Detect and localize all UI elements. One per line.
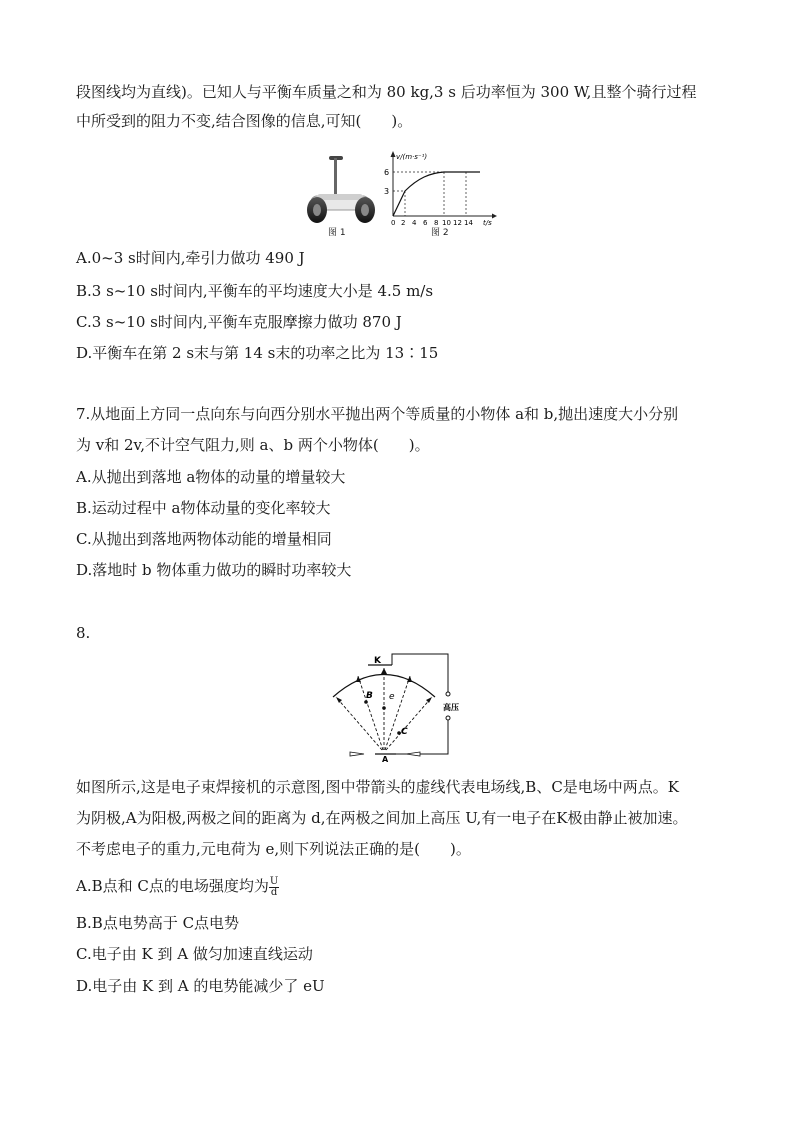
field-line-4 (385, 676, 410, 750)
graph-y-label: v/(m·s⁻¹) (396, 153, 428, 161)
arrowhead-5-icon (426, 697, 432, 703)
label-high-voltage: 高压 (443, 703, 459, 712)
y-axis-arrow-icon (391, 151, 396, 157)
q7-stem-line-2: 为 v和 2v,不计空气阻力,则 a、b 两个小物体( )。 (76, 436, 430, 454)
q6-option-c: C.3 s~10 s时间内,平衡车克服摩擦力做功 870 J (76, 313, 402, 331)
arrowhead-3-icon (381, 668, 387, 674)
figure-1-caption: 图 1 (328, 228, 346, 238)
x-tick-6: 6 (423, 219, 428, 227)
x-tick-10: 10 (442, 219, 451, 227)
x-tick-2: 2 (401, 219, 406, 227)
q8-stem-line-3: 不考虑电子的重力,元电荷为 e,则下列说法正确的是( )。 (76, 840, 471, 858)
circuit-wire-bottom (396, 720, 448, 754)
fraction-u-over-d (269, 877, 279, 898)
y-tick-6: 6 (384, 168, 390, 177)
velocity-time-graph (380, 148, 500, 228)
anode-right-wing (406, 752, 420, 756)
fraction-numerator: U (269, 875, 279, 887)
q6-intro-line-2: 中所受到的阻力不变,结合图像的信息,可知( )。 (76, 112, 413, 130)
q6-option-b: B.3 s~10 s时间内,平衡车的平均速度大小是 4.5 m/s (76, 282, 434, 300)
q8-option-d: D.电子由 K 到 A 的电势能减少了 eU (76, 977, 325, 995)
field-line-1 (336, 697, 382, 750)
label-k: K (374, 656, 381, 666)
q7-option-a: A.从抛出到落地 a物体的动量的增量较大 (76, 468, 346, 486)
x-tick-14: 14 (464, 219, 473, 227)
electron-point (382, 706, 386, 710)
q8-option-a: A.B点和 C点的电场强度均为 (76, 877, 269, 895)
label-e: e (389, 692, 395, 702)
q7-option-c: C.从抛出到落地两物体动能的增量相同 (76, 530, 332, 548)
q8-option-a-row (76, 876, 279, 898)
q6-option-d: D.平衡车在第 2 s末与第 14 s末的功率之比为 13∶15 (76, 344, 439, 362)
q8-option-b: B.B点电势高于 C点电势 (76, 914, 240, 932)
terminal-top (446, 692, 450, 696)
graph-x-label: t/s (483, 219, 492, 227)
velocity-time-graph-svg (380, 148, 500, 228)
velocity-curve (393, 172, 480, 216)
x-tick-12: 12 (453, 219, 462, 227)
x-tick-8: 8 (434, 219, 439, 227)
field-line-2 (358, 676, 383, 750)
q8-option-c: C.电子由 K 到 A 做匀加速直线运动 (76, 945, 313, 963)
q7-option-d: D.落地时 b 物体重力做功的瞬时功率较大 (76, 561, 352, 579)
electron-beam-welder-diagram (320, 650, 470, 762)
fraction-denominator: d (270, 886, 278, 898)
q8-stem-line-2: 为阴极,A为阳极,两极之间的距离为 d,在两极之间加上高压 U,有一电子在K极由静止被加速。 (76, 809, 688, 827)
anode-left-wing (350, 752, 364, 756)
x-tick-0: 0 (391, 219, 396, 227)
electron-beam-welder-svg (320, 650, 470, 762)
arrowhead-1-icon (336, 697, 342, 703)
label-c: C (401, 727, 408, 737)
q7-option-b: B.运动过程中 a物体动量的变化率较大 (76, 499, 331, 517)
label-a: A (382, 755, 389, 762)
q8-stem-line-1: 如图所示,这是电子束焊接机的示意图,图中带箭头的虚线代表电场线,B、C是电场中两点。K (76, 778, 680, 796)
q6-intro-line-1: 段图线均为直线)。已知人与平衡车质量之和为 80 kg,3 s 后功率恒为 300 W,且整个骑行过程 (76, 83, 697, 101)
figure-2-caption: 图 2 (431, 228, 449, 238)
x-tick-4: 4 (412, 219, 417, 227)
field-line-5 (386, 697, 432, 750)
y-tick-3: 3 (384, 187, 390, 196)
label-b: B (366, 691, 373, 701)
q7-stem-line-1: 7.从地面上方同一点向东与向西分别水平抛出两个等质量的小物体 a和 b,抛出速度大小分别 (76, 405, 679, 423)
q8-number: 8. (76, 624, 91, 642)
q6-option-a: A.0~3 s时间内,牵引力做功 490 J (76, 249, 305, 267)
x-axis-arrow-icon (492, 214, 497, 219)
terminal-bottom (446, 716, 450, 720)
